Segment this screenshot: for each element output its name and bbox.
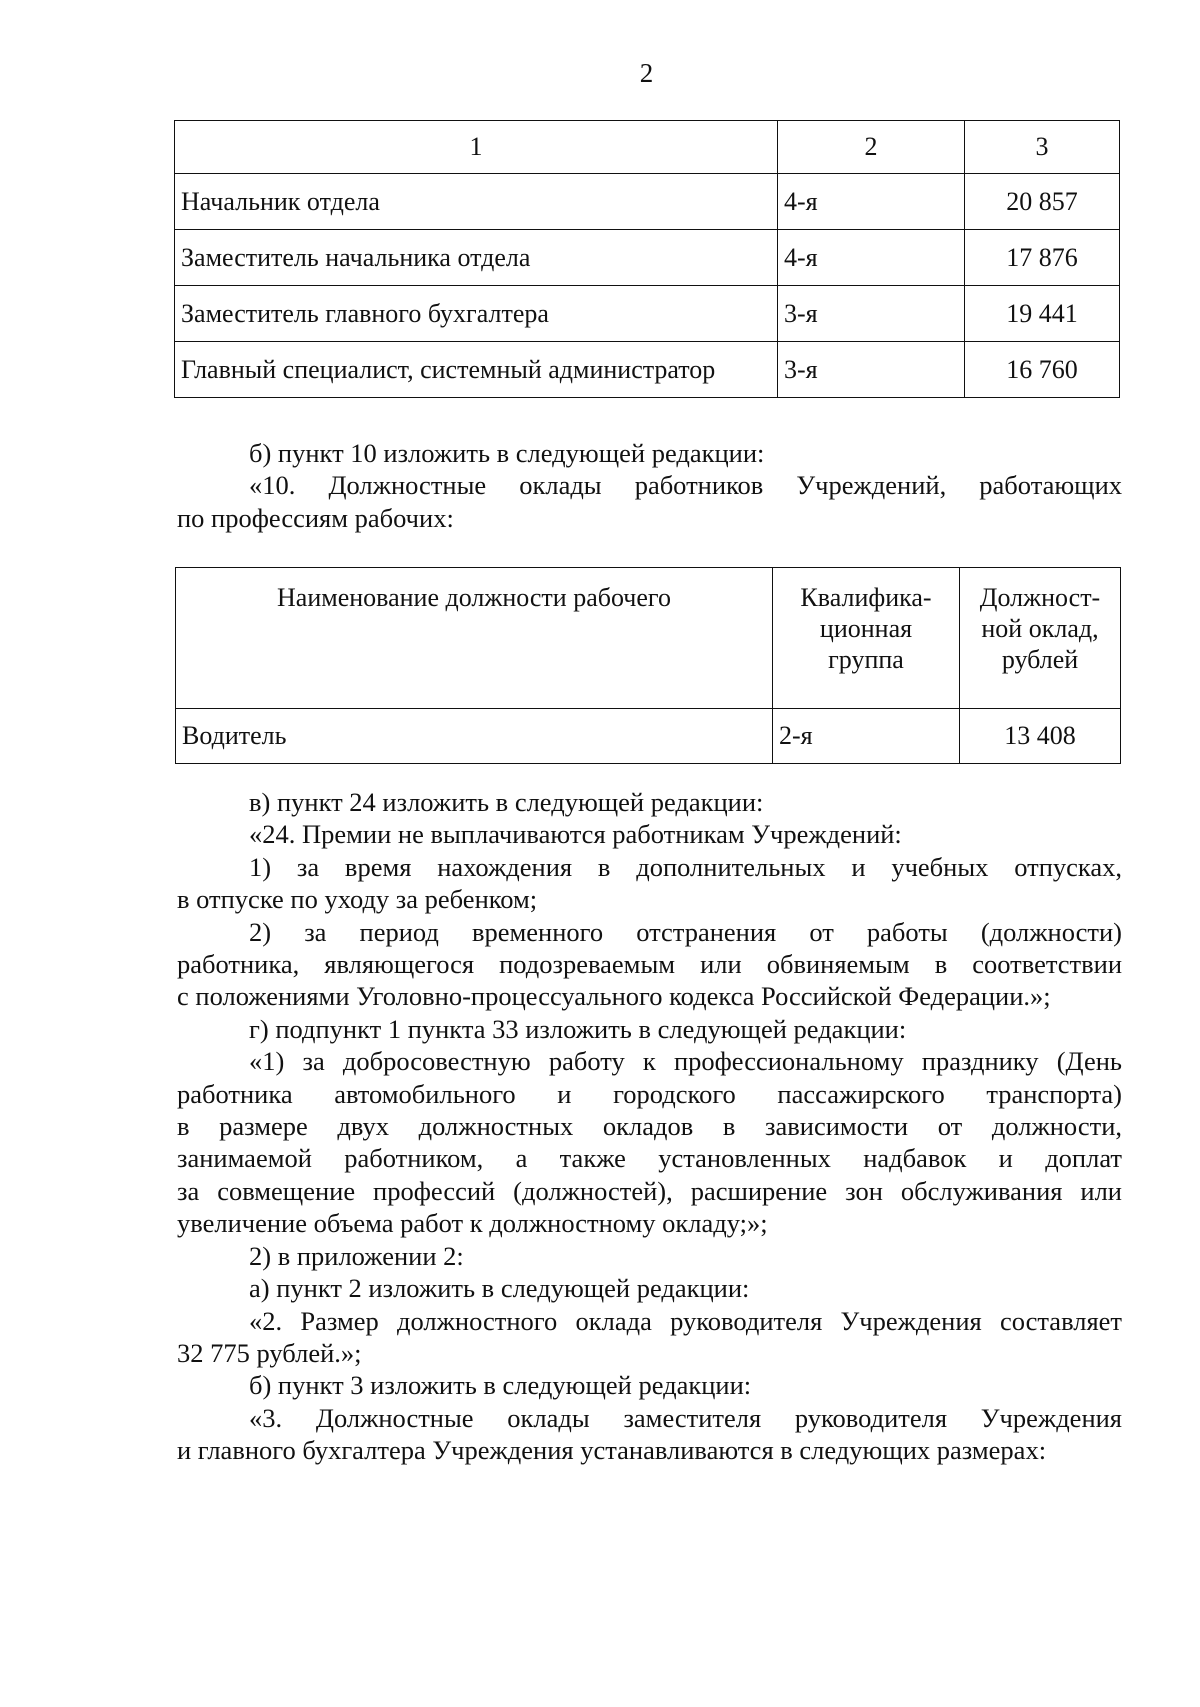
table-row — [175, 174, 1120, 230]
text-line: 2) в приложении 2: — [249, 1240, 464, 1271]
text-line: за совмещение профессий (должностей), расширение зон обслуживания или — [177, 1175, 1122, 1206]
text-line: в) пункт 24 изложить в следующей редакции: — [249, 787, 764, 817]
text-line: «1) за добросовестную работу к профессиональному празднику (День — [249, 1046, 1122, 1077]
header-line: группа — [828, 645, 904, 674]
header-line: Квалифика- — [800, 583, 932, 612]
salary-cell: 20 857 — [965, 174, 1120, 230]
paragraph: по профессиям рабочих: — [177, 502, 454, 533]
text-line: 32 775 рублей.»; — [177, 1337, 362, 1368]
salary-table-positions — [174, 120, 1120, 398]
salary-cell: 13 408 — [960, 709, 1121, 764]
group-cell: 3-я — [778, 286, 965, 342]
text-line: а) пункт 2 изложить в следующей редакции: — [249, 1273, 750, 1304]
text-line: работника автомобильного и городского пассажирского транспорта) — [177, 1078, 1122, 1109]
header-line: Должност- — [979, 583, 1101, 612]
text-line: 2) за период временного отстранения от работы (должности) — [249, 916, 1122, 947]
header-position-name: Наименование должности рабочего — [176, 568, 773, 709]
position-cell: Заместитель начальника отдела — [175, 230, 778, 286]
header-qualification-group — [773, 568, 960, 709]
text-line: в отпуске по уходу за ребенком; — [177, 884, 538, 915]
table-row — [175, 342, 1120, 398]
paragraph-block-1 — [177, 437, 1122, 534]
salary-table-workers — [175, 567, 1121, 764]
table-row — [175, 230, 1120, 286]
table-row — [176, 709, 1121, 764]
table-header-row — [175, 121, 1120, 174]
text-line: «24. Премии не выплачиваются работникам Учреждений: — [249, 819, 902, 850]
salary-cell: 19 441 — [965, 286, 1120, 342]
salary-cell: 16 760 — [965, 342, 1120, 398]
page-number: 2 — [639, 58, 654, 88]
table-header-row — [176, 568, 1121, 709]
header-salary — [960, 568, 1121, 709]
column-number-3: 3 — [965, 121, 1120, 174]
header-line: ной оклад, — [981, 614, 1099, 643]
text-line: занимаемой работником, а также установленных надбавок и доплат — [177, 1143, 1122, 1174]
text-line: работника, являющегося подозреваемым или обвиняемым в соответствии — [177, 949, 1122, 980]
salary-cell: 17 876 — [965, 230, 1120, 286]
text-line: увеличение объема работ к должностному окладу;»; — [177, 1208, 768, 1239]
column-number-2: 2 — [778, 121, 965, 174]
text-line: «2. Размер должностного оклада руководителя Учреждения составляет — [249, 1305, 1122, 1336]
text-line: 1) за время нахождения в дополнительных и учебных отпусках, — [249, 851, 1122, 882]
position-cell: Заместитель главного бухгалтера — [175, 286, 778, 342]
header-line: рублей — [1001, 645, 1079, 674]
text-line: с положениями Уголовно-процессуального кодекса Российской Федерации.»; — [177, 981, 1051, 1012]
position-cell: Водитель — [176, 709, 773, 764]
group-cell: 3-я — [778, 342, 965, 398]
header-line: ционная — [819, 614, 913, 643]
table-row — [175, 286, 1120, 342]
position-cell: Главный специалист, системный администратор — [175, 342, 778, 398]
text-line: «3. Должностные оклады заместителя руководителя Учреждения — [249, 1402, 1122, 1433]
position-cell: Начальник отдела — [175, 174, 778, 230]
group-cell: 4-я — [778, 174, 965, 230]
paragraph: «10. Должностные оклады работников Учреждений, работающих — [249, 470, 1122, 501]
paragraph: б) пункт 10 изложить в следующей редакции: — [249, 438, 765, 468]
group-cell: 2-я — [773, 709, 960, 764]
text-line: и главного бухгалтера Учреждения устанавливаются в следующих размерах: — [177, 1435, 1047, 1466]
paragraph-block-2 — [177, 786, 1122, 1467]
column-number-1: 1 — [175, 121, 778, 174]
group-cell: 4-я — [778, 230, 965, 286]
text-line: в размере двух должностных окладов в зависимости от должности, — [177, 1111, 1122, 1142]
text-line: б) пункт 3 изложить в следующей редакции: — [249, 1370, 752, 1401]
text-line: г) подпункт 1 пункта 33 изложить в следующей редакции: — [249, 1013, 907, 1044]
